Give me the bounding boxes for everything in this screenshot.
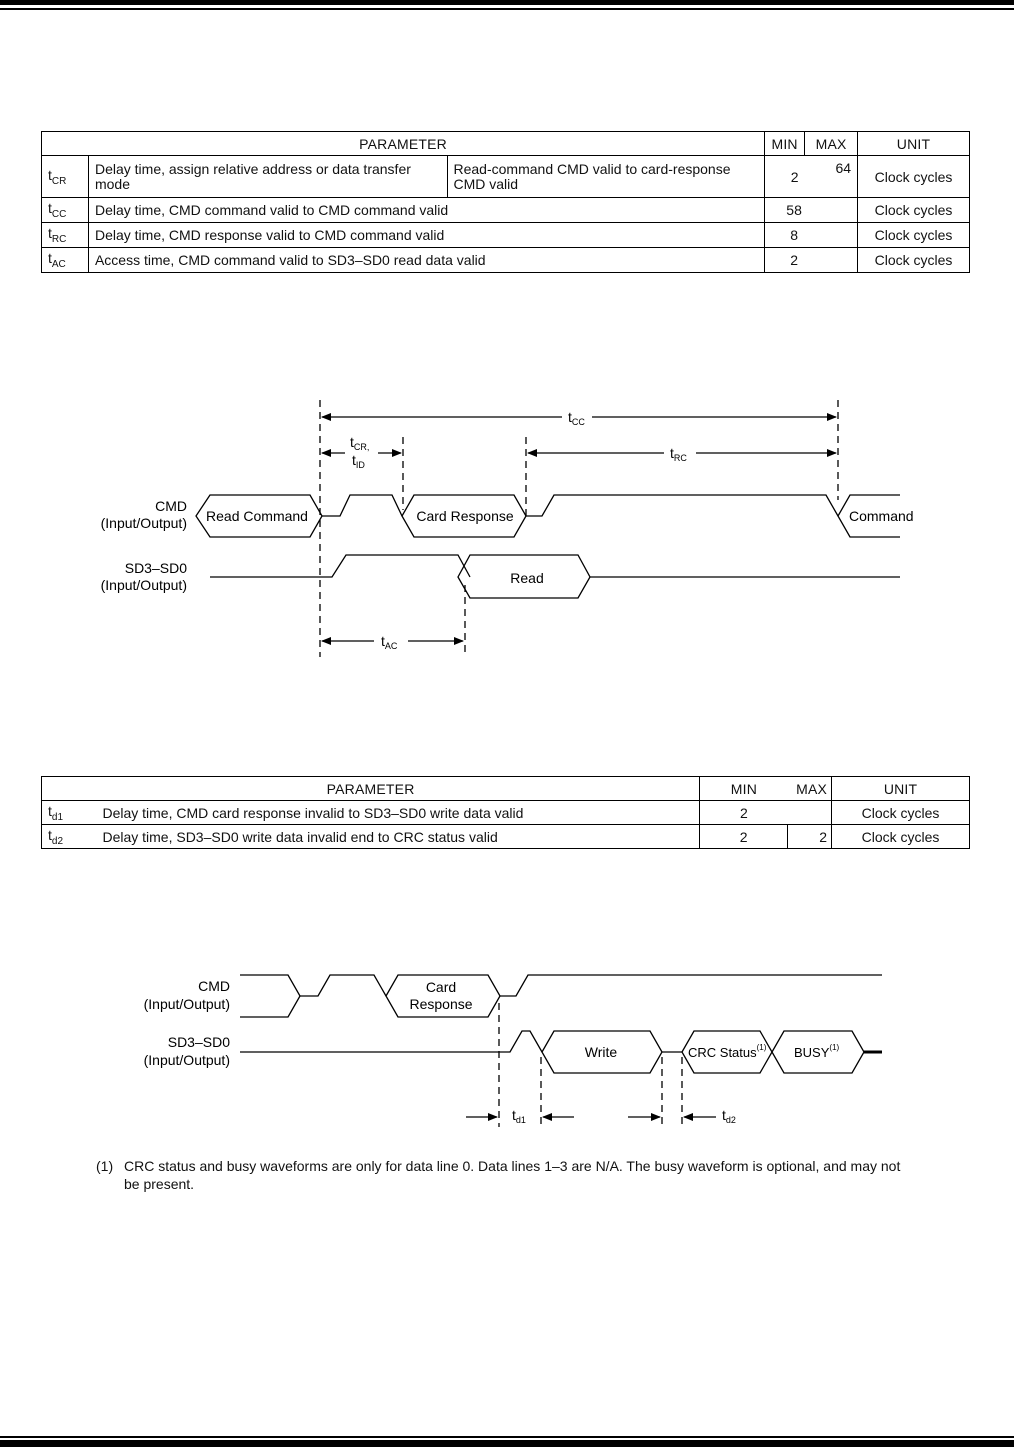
param-description: Delay time, SD3–SD0 write data invalid end to CRC status valid xyxy=(96,825,699,849)
cmd-wave xyxy=(500,975,882,996)
param-symbol: $t_{d2}$ xyxy=(42,825,97,849)
command-label: Command xyxy=(849,508,914,524)
read-command-label: Read Command xyxy=(206,508,308,524)
busy-label: BUSY$^{(1)}$ xyxy=(794,1043,840,1060)
cmd-wave xyxy=(322,495,402,516)
param-symbol: $t_{AC}$ xyxy=(42,248,89,273)
param-description: Delay time, CMD card response invalid to SD3–SD0 write data valid xyxy=(96,801,699,825)
top-rule-thick xyxy=(0,0,1014,5)
sd-label: SD3–SD0 xyxy=(167,1034,230,1050)
cmd-sublabel: (Input/Output) xyxy=(100,515,187,531)
cmd-wave xyxy=(300,975,386,996)
svg-text:tCC: $t_{CC}$ xyxy=(568,409,585,427)
sd-wave xyxy=(240,1031,542,1052)
sd-label: SD3–SD0 xyxy=(124,560,187,576)
tac-label xyxy=(374,633,408,651)
header-max: MAX xyxy=(805,132,858,156)
param-symbol: $t_{d1}$ xyxy=(42,801,97,825)
table-header-row xyxy=(42,777,970,801)
trc-label xyxy=(664,445,696,463)
param-unit: Clock cycles xyxy=(832,801,970,825)
header-max: MAX xyxy=(788,777,832,801)
table-row xyxy=(42,198,970,223)
param-unit: Clock cycles xyxy=(832,825,970,849)
param-min: 2 xyxy=(700,801,788,825)
write-timing-diagram xyxy=(0,965,1014,1135)
param-max xyxy=(788,801,832,825)
crc-status-label: CRC Status$^{(1)}$ xyxy=(688,1043,767,1060)
param-min: 2 xyxy=(765,156,805,198)
read-label: Read xyxy=(510,570,544,586)
svg-text:tAC: $t_{AC}$ xyxy=(381,633,398,651)
table-row xyxy=(42,825,970,849)
read-timing-diagram xyxy=(0,395,1014,675)
param-description: Delay time, assign relative address or data transfer mode xyxy=(88,156,447,198)
param-min: 2 xyxy=(765,248,858,273)
param-unit: Clock cycles xyxy=(858,223,970,248)
param-max: 2 xyxy=(788,825,832,849)
header-parameter: PARAMETER xyxy=(42,132,765,156)
param-unit: Clock cycles xyxy=(858,248,970,273)
table-row xyxy=(42,223,970,248)
footnote-mark: (1) xyxy=(96,1158,114,1174)
table-row xyxy=(42,801,970,825)
cmd-label: CMD xyxy=(198,978,230,994)
svg-text:tRC: $t_{RC}$ xyxy=(670,445,687,463)
header-min: MIN xyxy=(765,132,805,156)
header-min: MIN xyxy=(700,777,788,801)
sd-sublabel: (Input/Output) xyxy=(143,1052,230,1068)
footnote-text: CRC status and busy waveforms are only for data line 0. Data lines 1–3 are N/A. The busy waveform is optional, and may not be present. xyxy=(124,1158,901,1192)
param-symbol: $t_{RC}$ xyxy=(42,223,89,248)
param-unit: Clock cycles xyxy=(858,198,970,223)
param-min: 2 xyxy=(700,825,788,849)
table-row xyxy=(42,156,970,198)
table-header-row xyxy=(42,132,970,156)
sd-wave xyxy=(210,555,470,577)
timing-table-read xyxy=(41,131,970,273)
footnote xyxy=(96,1157,916,1193)
cmd-sublabel: (Input/Output) xyxy=(143,996,230,1012)
param-min: 58 xyxy=(765,198,858,223)
top-rule-thin xyxy=(0,8,1014,10)
header-unit: UNIT xyxy=(832,777,970,801)
param-symbol: $t_{CC}$ xyxy=(42,198,89,223)
tcc-label xyxy=(562,409,592,427)
sd-sublabel: (Input/Output) xyxy=(100,577,187,593)
param-description: Delay time, CMD response valid to CMD command valid xyxy=(88,223,764,248)
cmd-wave xyxy=(526,495,838,516)
timing-table-write xyxy=(41,776,970,849)
param-unit: Clock cycles xyxy=(858,156,970,198)
td1-label: $t_{d1}$ xyxy=(512,1107,526,1125)
td2-label: $t_{d2}$ xyxy=(722,1107,736,1125)
write-label: Write xyxy=(584,1044,618,1060)
table-row xyxy=(42,248,970,273)
param-description: Access time, CMD command valid to SD3–SD0 read data valid xyxy=(88,248,764,273)
cmd-label: CMD xyxy=(155,498,187,514)
param-symbol: $t_{CR}$ xyxy=(42,156,89,198)
param-condition: Read-command CMD valid to card-response CMD valid xyxy=(447,156,765,198)
param-max: 64 xyxy=(805,156,858,198)
svg-text:tCR,: $t_{CR,}$ xyxy=(350,434,370,452)
svg-text:tID: $t_{ID}$ xyxy=(352,452,365,470)
card-response-label: Card Response xyxy=(416,508,514,524)
header-unit: UNIT xyxy=(858,132,970,156)
response-label: Response xyxy=(409,996,473,1012)
bottom-rule-thick xyxy=(0,1440,1014,1447)
param-description: Delay time, CMD command valid to CMD command valid xyxy=(88,198,764,223)
header-parameter: PARAMETER xyxy=(42,777,700,801)
bottom-rule-thin xyxy=(0,1436,1014,1438)
card-label: Card xyxy=(425,979,457,995)
tcr-label xyxy=(350,434,369,470)
param-min: 8 xyxy=(765,223,858,248)
cmd-bus-start xyxy=(240,975,300,1017)
